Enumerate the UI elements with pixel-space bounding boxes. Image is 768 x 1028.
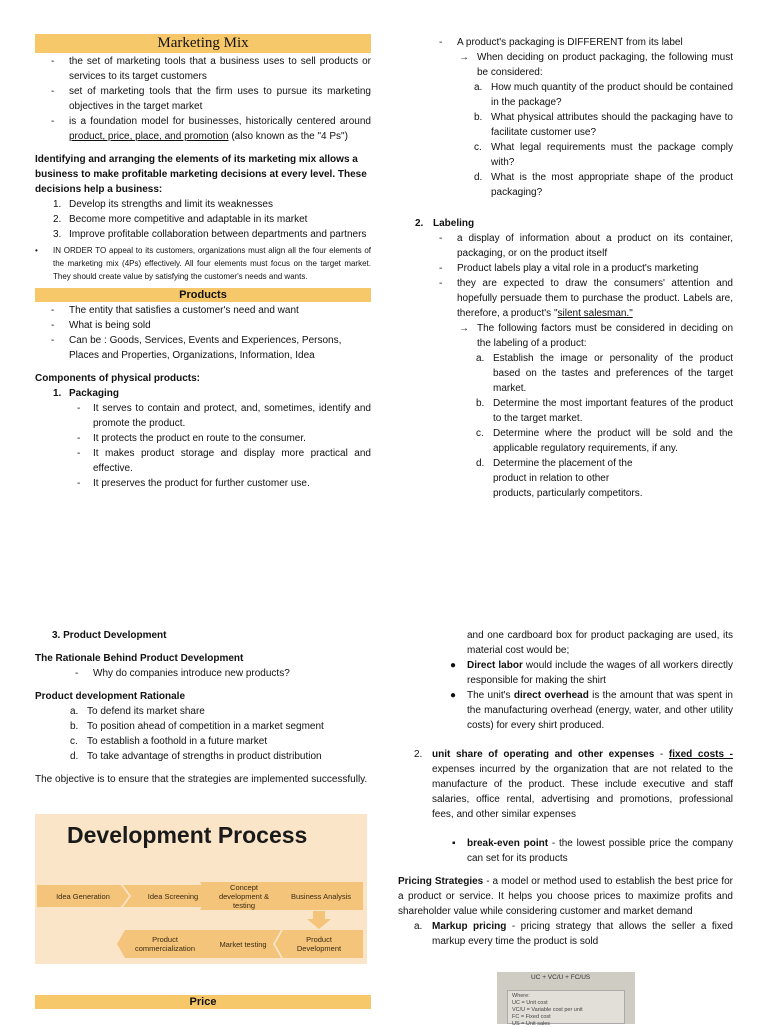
development-process-diagram xyxy=(35,814,367,964)
products-list xyxy=(35,303,371,363)
in-order-to-note: • IN ORDER TO appeal to its customers, organizations must align all the four elements of the marketing mix (4Ps) effectively. All four elements must focus on the target market. They should create value by satisfying the customer's needs and wants. xyxy=(35,246,372,281)
labeling-item: - a display of information about a product on its container, packaging, or on the product itself xyxy=(439,233,733,259)
labeling-list xyxy=(415,231,733,321)
factor-list xyxy=(415,351,733,501)
step-business-analysis: Business Analysis xyxy=(279,882,363,910)
left-bottom-column xyxy=(35,628,371,787)
question-item: d. What is the most appropriate shape of the product packaging? xyxy=(474,172,733,198)
reasons-list xyxy=(35,704,371,764)
packaging-different: - A product's packaging is DIFFERENT from its label xyxy=(439,37,683,48)
pricing-strategies-paragraph: Pricing Strategies - a model or method used to establish the best price for a product or service. It helps you choose prices to maximize profits and shareholder value while considering customer and market demand xyxy=(398,876,733,917)
right-bottom-column xyxy=(398,628,733,949)
price-title: Price xyxy=(35,995,371,1009)
packaging-item: - It serves to contain and protect, and, sometimes, identify and promote the product. xyxy=(77,403,371,429)
step-idea-screening: Idea Screening xyxy=(123,885,223,907)
question-item: a. How much quantity of the product should be contained in the package? xyxy=(474,82,733,108)
rationale-heading: Product development Rationale xyxy=(35,691,186,702)
reason-item: c. To establish a foothold in a future market xyxy=(70,736,268,747)
benefit-list xyxy=(35,197,371,242)
labeling-heading: 2. Labeling xyxy=(415,218,475,229)
left-top-column xyxy=(35,34,371,491)
benefit-item: 2. Become more competitive and adaptable in its market xyxy=(53,214,308,225)
why-question: - Why do companies introduce new products? xyxy=(75,668,290,679)
packaging-item: - It makes product storage and display more practical and effective. xyxy=(77,448,371,474)
question-item: b. What physical attributes should the packaging have to facilitate customer use? xyxy=(474,112,733,138)
step-product-development: Product Development xyxy=(275,930,363,958)
diagram-title: Development Process xyxy=(67,822,308,848)
products-item: - The entity that satisfies a customer's need and want xyxy=(51,305,299,316)
markup-pricing-item: a. Markup pricing - pricing strategy that allows the seller a fixed markup every time the product is sold xyxy=(414,921,733,947)
components-heading: Components of physical products: xyxy=(35,373,201,384)
product-development-heading: 3. Product Development xyxy=(52,630,167,641)
direct-labor-item: ● Direct labor would include the wages of all workers directly responsible for making the shirt xyxy=(450,660,733,686)
products-item: - Can be : Goods, Services, Events and Experiences, Persons, Places and Properties, Organizations, Information, Idea xyxy=(51,335,342,361)
labeling-item: - Product labels play a vital role in a product's marketing xyxy=(439,263,699,274)
definition-item: - set of marketing tools that the firm uses to pursue its marketing objectives in the target market xyxy=(51,86,371,112)
packaging-list xyxy=(35,401,371,491)
step-concept-development: Concept development & testing xyxy=(200,882,288,910)
material-cost-continuation: and one cardboard box for product packaging are used, its material cost would be; xyxy=(467,630,733,656)
down-arrow-icon xyxy=(307,911,331,929)
markup-formula-image: UC + VC/U + FC/US Where: UC = Unit cost VC/U = Variable cost per unit FC = Fixed cost US = Unit sales xyxy=(497,972,635,1024)
packaging-item: - It protects the product en route to the consumer. xyxy=(77,433,306,444)
labeling-item: - they are expected to draw the consumers' attention and hopefully persuade them to purchase the product. Labels are, therefore, a product's "silent salesman." xyxy=(439,278,733,319)
packaging-heading: 1. Packaging xyxy=(53,388,120,399)
step-idea-generation: Idea Generation xyxy=(37,885,129,907)
formula-legend: Where: UC = Unit cost VC/U = Variable cost per unit FC = Fixed cost US = Unit sales xyxy=(507,990,625,1024)
packaging-questions xyxy=(415,80,733,200)
factor-item: b. Determine the most important features of the product to the target market. xyxy=(476,398,733,424)
definition-item: - is a foundation model for businesses, historically centered around product, price, place, and promotion (also known as the "4 Ps") xyxy=(51,116,371,142)
step-product-commercialization: Product commercialization xyxy=(117,930,213,958)
rationale-behind-heading: The Rationale Behind Product Development xyxy=(35,653,244,664)
definition-item: - the set of marketing tools that a business uses to sell products or services to its target customers xyxy=(51,56,371,82)
marketing-mix-definitions xyxy=(35,54,371,144)
factor-item: d. Determine the placement of the product in relation to other products, particularly competitors. xyxy=(476,458,643,499)
unit-share-item: 2. unit share of operating and other expenses - fixed costs - expenses incurred by the organization that are not related to the manufacture of the product. These include executive and staff salaries, office rental, advertising and promotions, professional fees, and other similar expenses xyxy=(414,749,733,820)
reason-item: d. To take advantage of strengths in product distribution xyxy=(70,751,322,762)
question-item: c. What legal requirements must the package comply with? xyxy=(474,142,733,168)
deciding-packaging: → When deciding on product packaging, the following must be considered: xyxy=(459,52,733,78)
factor-item: a. Establish the image or personality of the product based on the tastes and preferences of the target market. xyxy=(476,353,733,394)
packaging-item: - It preserves the product for further customer use. xyxy=(77,478,310,489)
benefit-item: 3. Improve profitable collaboration between departments and partners xyxy=(53,229,367,240)
reason-item: b. To position ahead of competition in a market segment xyxy=(70,721,324,732)
identify-paragraph: Identifying and arranging the elements of its marketing mix allows a business to make profitable marketing decisions at every level. These decisions help a business: xyxy=(35,154,367,195)
reason-item: a. To defend its market share xyxy=(70,706,205,717)
factor-item: c. Determine where the product will be sold and the applicable regulatory requirements, if any. xyxy=(476,428,733,454)
products-title: Products xyxy=(35,288,371,302)
products-item: - What is being sold xyxy=(51,320,151,331)
direct-overhead-item: ● The unit's direct overhead is the amount that was spent in the manufacturing overhead (energy, water, and other utility costs) for every shirt produced. xyxy=(450,690,733,731)
labeling-factors: → The following factors must be considered in deciding on the labeling of a product: xyxy=(459,323,733,349)
right-top-column xyxy=(415,35,733,501)
step-market-testing: Market testing xyxy=(205,930,281,958)
benefit-item: 1. Develop its strengths and limit its weaknesses xyxy=(53,199,273,210)
marketing-mix-title: Marketing Mix xyxy=(35,34,371,53)
objective-paragraph: The objective is to ensure that the strategies are implemented successfully. xyxy=(35,774,368,785)
break-even-item: ▪ break-even point - the lowest possible price the company can set for its products xyxy=(452,838,733,864)
